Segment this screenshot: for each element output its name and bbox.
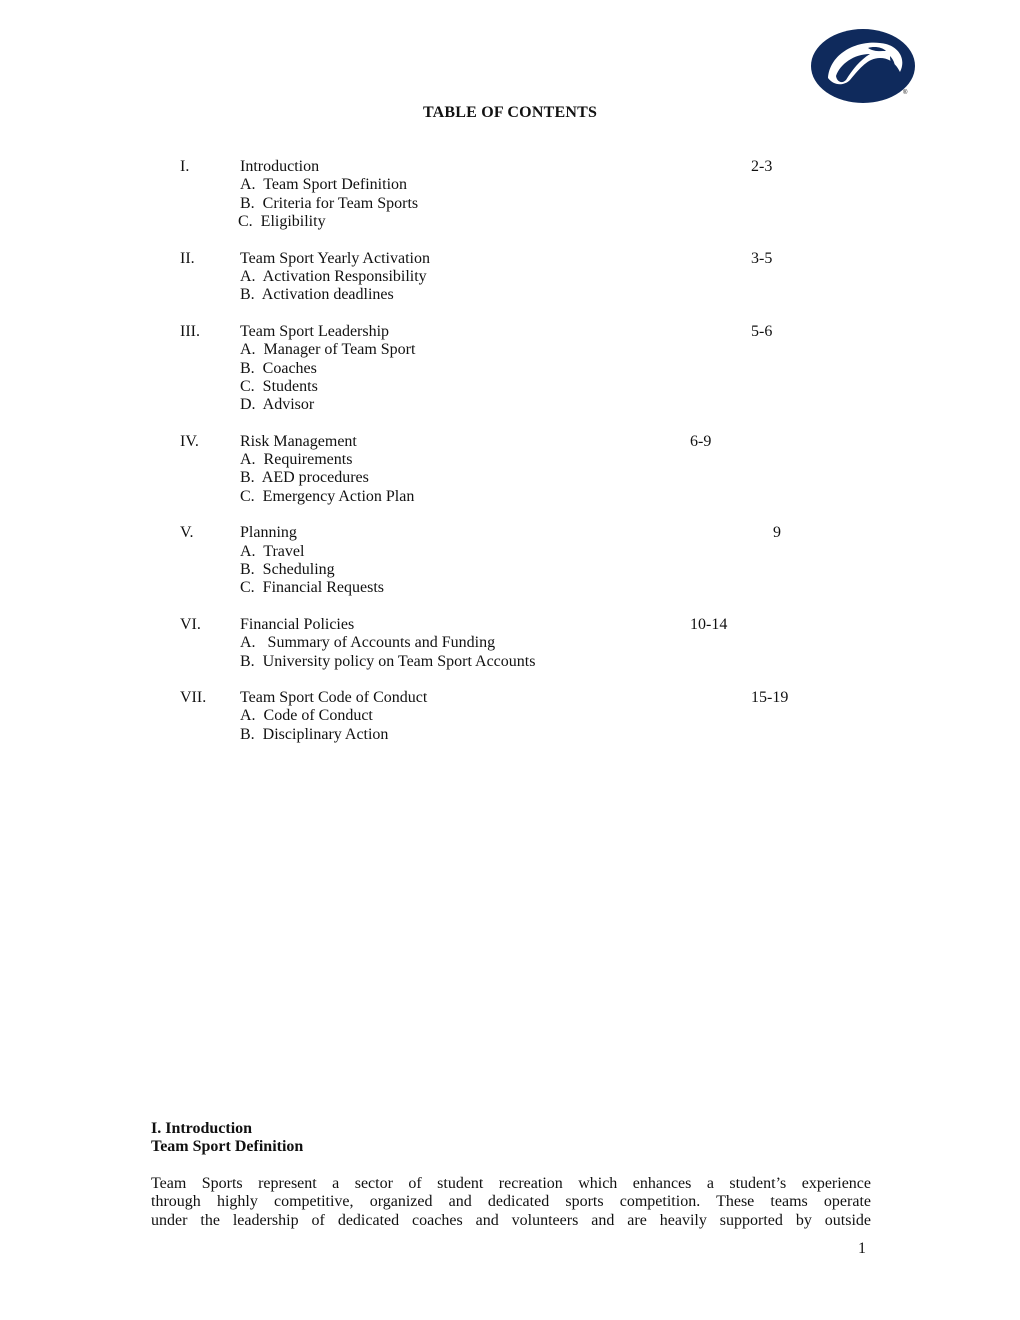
- toc-section: [0, 433, 1020, 507]
- toc-section-heading: Planning: [240, 524, 297, 542]
- toc-item: C. Emergency Action Plan: [240, 487, 415, 505]
- toc-section-numeral: II.: [180, 249, 195, 267]
- toc-item: A. Activation Responsibility: [240, 267, 427, 285]
- toc-section-numeral: V.: [180, 524, 194, 542]
- registered-mark: ®: [903, 90, 908, 96]
- toc-section-heading: Team Sport Code of Conduct: [240, 688, 428, 706]
- toc-section: [0, 616, 1020, 671]
- intro-heading: I. Introduction: [151, 1120, 253, 1137]
- toc-title: TABLE OF CONTENTS: [422, 104, 598, 121]
- toc-section: [0, 323, 1020, 415]
- nittany-lion-logo-icon: [810, 28, 916, 104]
- paragraph-line: under the leadership of dedicated coaches and volunteers and are heavily supported by outside: [151, 1211, 871, 1229]
- paragraph-line: Team Sports represent a sector of student recreation which enhances a student’s experience: [151, 1175, 871, 1192]
- toc-section-pages: 6-9: [690, 432, 712, 450]
- toc-section-pages: 2-3: [751, 158, 773, 175]
- toc-section-numeral: IV.: [180, 432, 199, 450]
- toc-item: C. Financial Requests: [240, 579, 384, 597]
- toc-section-pages: 10-14: [690, 615, 728, 633]
- intro-subheading: Team Sport Definition: [151, 1138, 304, 1155]
- toc-section-heading: Risk Management: [240, 432, 357, 450]
- toc-item: B. Scheduling: [240, 561, 335, 579]
- toc-item: B. Disciplinary Action: [240, 725, 389, 743]
- toc-item: A. Travel: [240, 542, 305, 560]
- paragraph-line: through highly competitive, organized and dedicated sports competition. These teams operate: [151, 1193, 871, 1211]
- toc-section-pages: 5-6: [751, 322, 773, 340]
- toc-section-heading: Team Sport Leadership: [240, 322, 390, 340]
- toc-section-numeral: III.: [180, 322, 200, 340]
- toc-section-numeral: VII.: [180, 688, 207, 706]
- toc-item: A. Manager of Team Sport: [240, 341, 416, 359]
- toc-item: C. Students: [240, 377, 318, 395]
- toc-section-numeral: I.: [180, 158, 190, 175]
- toc-item: A. Code of Conduct: [240, 707, 373, 725]
- toc-section-heading: Financial Policies: [240, 615, 355, 633]
- toc-item: D. Advisor: [240, 396, 315, 414]
- toc-section-numeral: VI.: [180, 615, 201, 633]
- table-of-contents: [0, 158, 1020, 762]
- intro-paragraph: [151, 1175, 871, 1230]
- toc-item: B. Coaches: [240, 359, 317, 377]
- toc-item: C. Eligibility: [238, 213, 326, 231]
- toc-section: [0, 689, 1020, 744]
- toc-section-pages: 15-19: [751, 688, 789, 706]
- page-number: 1: [858, 1240, 866, 1257]
- toc-item: B. University policy on Team Sport Accounts: [240, 652, 536, 670]
- toc-section-heading: Introduction: [240, 158, 320, 175]
- toc-section-pages: 3-5: [751, 249, 773, 267]
- toc-section-heading: Team Sport Yearly Activation: [240, 249, 430, 267]
- toc-section: [0, 158, 1020, 232]
- toc-item: A. Summary of Accounts and Funding: [240, 634, 496, 652]
- toc-item: B. Activation deadlines: [240, 286, 394, 304]
- toc-section: [0, 524, 1020, 598]
- toc-item: B. AED procedures: [240, 469, 369, 487]
- toc-item: A. Team Sport Definition: [240, 176, 408, 194]
- toc-section-pages: 9: [773, 524, 781, 542]
- toc-section: [0, 250, 1020, 305]
- toc-item: B. Criteria for Team Sports: [240, 194, 419, 212]
- toc-item: A. Requirements: [240, 451, 353, 469]
